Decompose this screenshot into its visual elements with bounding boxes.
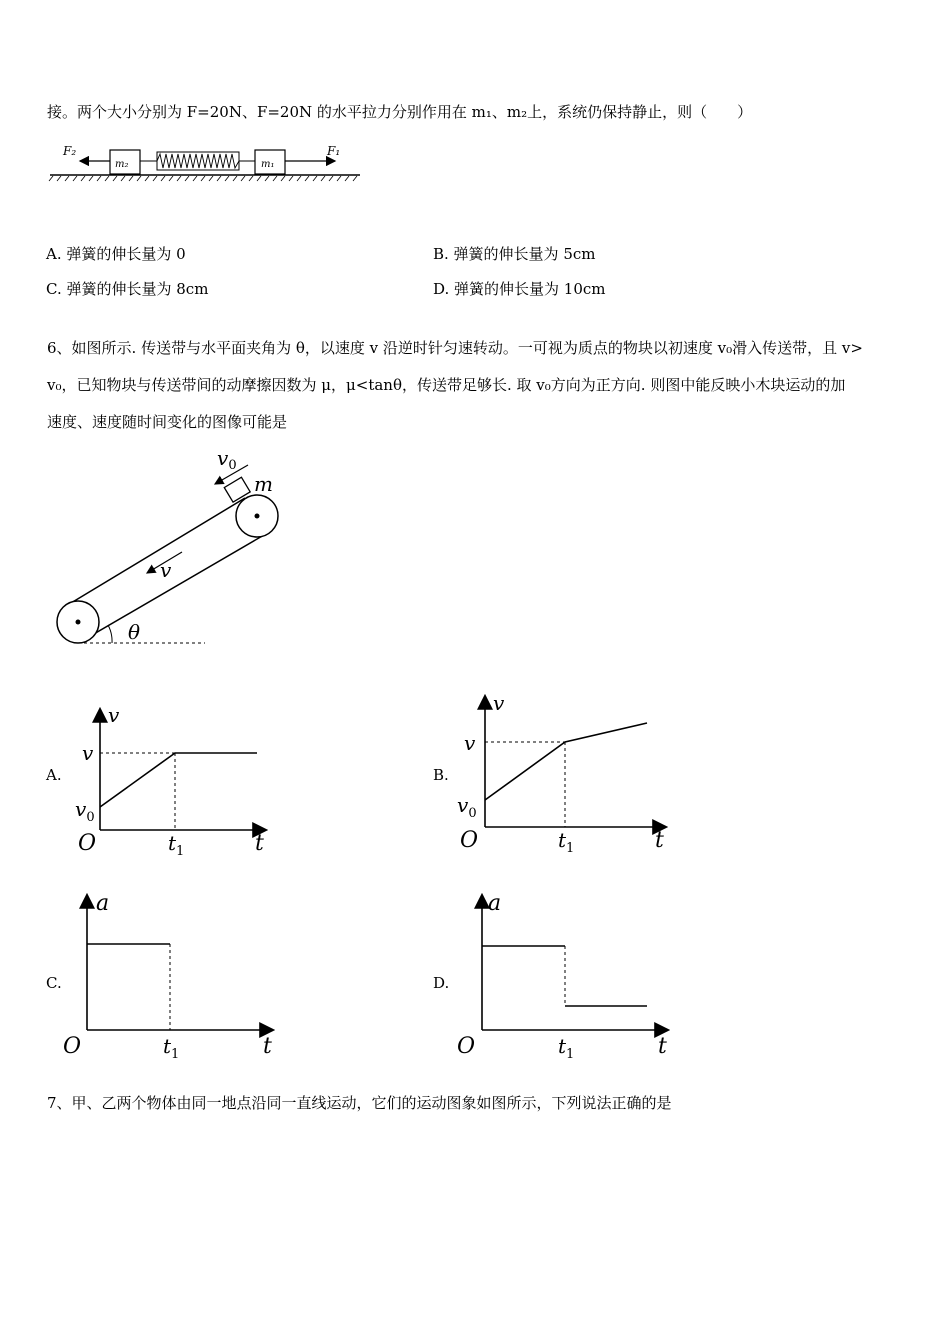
graph-b-v-axis: v (493, 691, 505, 715)
graph-a-v-axis: v (108, 703, 120, 727)
label-v0: $v_0$ (217, 446, 237, 473)
q6-line3: 速度、速度随时间变化的图像可能是 (47, 413, 288, 431)
graph-d-origin: O (457, 1034, 476, 1059)
graph-a-t1: $t_1$ (168, 831, 185, 859)
graph-b-t1: $t_1$ (558, 828, 575, 856)
q5-intro: 接。两个大小分别为 F=20N、F=20N 的水平拉力分别作用在 m₁、m₂上，系统仍保持静止，则（ ） (47, 103, 753, 121)
label-theta: θ (128, 620, 141, 644)
label-f1: F₁ (327, 144, 341, 158)
graph-c-label: C. (46, 974, 62, 992)
graph-b (455, 690, 685, 860)
graph-b-label: B. (433, 766, 449, 784)
graph-a-t-axis: t (255, 831, 264, 856)
label-m1: m₁ (261, 159, 275, 170)
label-m: m (254, 472, 273, 496)
graph-a-v0: $v_0$ (75, 797, 95, 825)
label-m2: m₂ (115, 159, 129, 170)
graph-d-t-axis: t (658, 1034, 667, 1059)
graph-a (70, 700, 280, 860)
graph-d (455, 890, 685, 1065)
q5-option-a: A. 弹簧的伸长量为 0 (46, 245, 186, 263)
graph-d-label: D. (433, 974, 450, 992)
q5-option-d: D. 弹簧的伸长量为 10cm (433, 280, 606, 298)
q6-line2: v₀，已知物块与传送带间的动摩擦因数为 μ，μ<tanθ，传送带足够长. 取 v₀方向为正方向. 则图中能反映小木块运动的加 (47, 376, 846, 394)
graph-b-v-level: v (464, 731, 476, 755)
q5-option-c: C. 弹簧的伸长量为 8cm (46, 280, 209, 298)
graph-c-origin: O (63, 1034, 82, 1059)
graph-c-t1: $t_1$ (163, 1034, 180, 1062)
graph-a-v-level: v (82, 741, 94, 765)
conveyor-belt-figure (50, 445, 310, 655)
graph-b-t-axis: t (655, 828, 664, 853)
q6-line1: 6、如图所示. 传送带与水平面夹角为 θ，以速度 v 沿逆时针匀速转动。一可视为质点的物块以初速度 v₀滑入传送带，且 v> (47, 339, 863, 357)
spring-figure (45, 140, 365, 185)
graph-b-origin: O (460, 828, 479, 853)
graph-c-t-axis: t (263, 1034, 272, 1059)
graph-c-a-axis: a (96, 891, 110, 916)
graph-b-v0: $v_0$ (457, 793, 477, 821)
label-f2: F₂ (63, 144, 77, 158)
graph-a-curve (100, 753, 257, 807)
label-v: v (160, 558, 172, 582)
graph-c (60, 890, 290, 1065)
graph-d-a-axis: a (488, 891, 502, 916)
graph-a-label: A. (46, 766, 62, 784)
graph-b-curve (485, 723, 647, 800)
graph-a-origin: O (78, 831, 97, 856)
graph-d-t1: $t_1$ (558, 1034, 575, 1062)
q5-option-b: B. 弹簧的伸长量为 5cm (433, 245, 596, 263)
q7-line1: 7、甲、乙两个物体由同一地点沿同一直线运动，它们的运动图象如图所示，下列说法正确的是 (47, 1094, 672, 1112)
